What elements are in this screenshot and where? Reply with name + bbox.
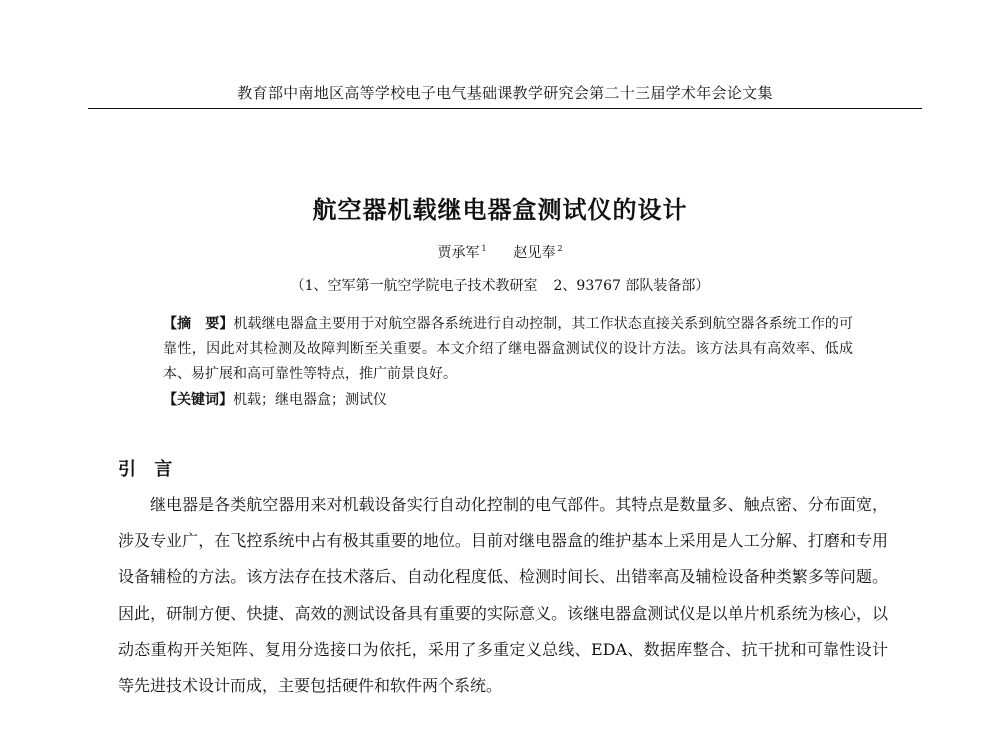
affiliation-first: 1、空军第一航空学院电子技术教研室 <box>304 278 538 294</box>
keywords <box>163 388 853 413</box>
abstract-label: 【摘 要】 <box>163 316 234 332</box>
author-line <box>0 242 1000 262</box>
abstract <box>163 312 853 387</box>
affiliation-line <box>0 275 1000 295</box>
proceedings-header: 教育部中南地区高等学校电子电气基础课教学研究会第二十三届学术年会论文集 <box>237 84 773 102</box>
affiliation-close-paren: ） <box>695 278 710 294</box>
author-name: 赵见奉 <box>513 245 556 261</box>
author-affiliation-mark: 1 <box>481 244 487 254</box>
keywords-label: 【关键词】 <box>163 392 233 408</box>
author-affiliation-mark: 2 <box>557 244 563 254</box>
abstract-text: 机载继电器盒主要用于对航空器各系统进行自动控制，其工作状态直接关系到航空器各系统工作的可靠性，因此对其检测及故障判断至关重要。本文介绍了继电器盒测试仪的设计方法。该方法具有高效率、低成本、易扩展和高可靠性等特点，推广前景良好。 <box>163 316 854 382</box>
section-heading-introduction: 引 言 <box>118 459 179 480</box>
keywords-text: 机载；继电器盒；测试仪 <box>233 392 387 408</box>
paper-title: 航空器机载继电器盒测试仪的设计 <box>312 196 688 224</box>
author-name: 贾承军 <box>437 245 480 261</box>
affiliation-second: 2、93767 部队装备部 <box>553 278 696 294</box>
header-rule <box>88 108 922 109</box>
affiliation-open-paren: （ <box>290 278 305 294</box>
introduction-paragraph: 继电器是各类航空器用来对机载设备实行自动化控制的电气部件。其特点是数量多、触点密、分布面宽，涉及专业广，在飞控系统中占有极其重要的地位。目前对继电器盒的维护基本上采用是人工分解、打磨和专用设备辅检的方法。该方法存在技术落后、自动化程度低、检测时间长、出错率高及辅检设备种类繁多等问题。因此，研制方便、快捷、高效的测试设备具有重要的实际意义。该继电器盒测试仪是以单片机系统为核心，以动态重构开关矩阵、复用分选接口为依托，采用了多重定义总线、EDA、数据库整合、抗干扰和可靠性设计等先进技术设计而成，主要包括硬件和软件两个系统。 <box>118 495 888 696</box>
